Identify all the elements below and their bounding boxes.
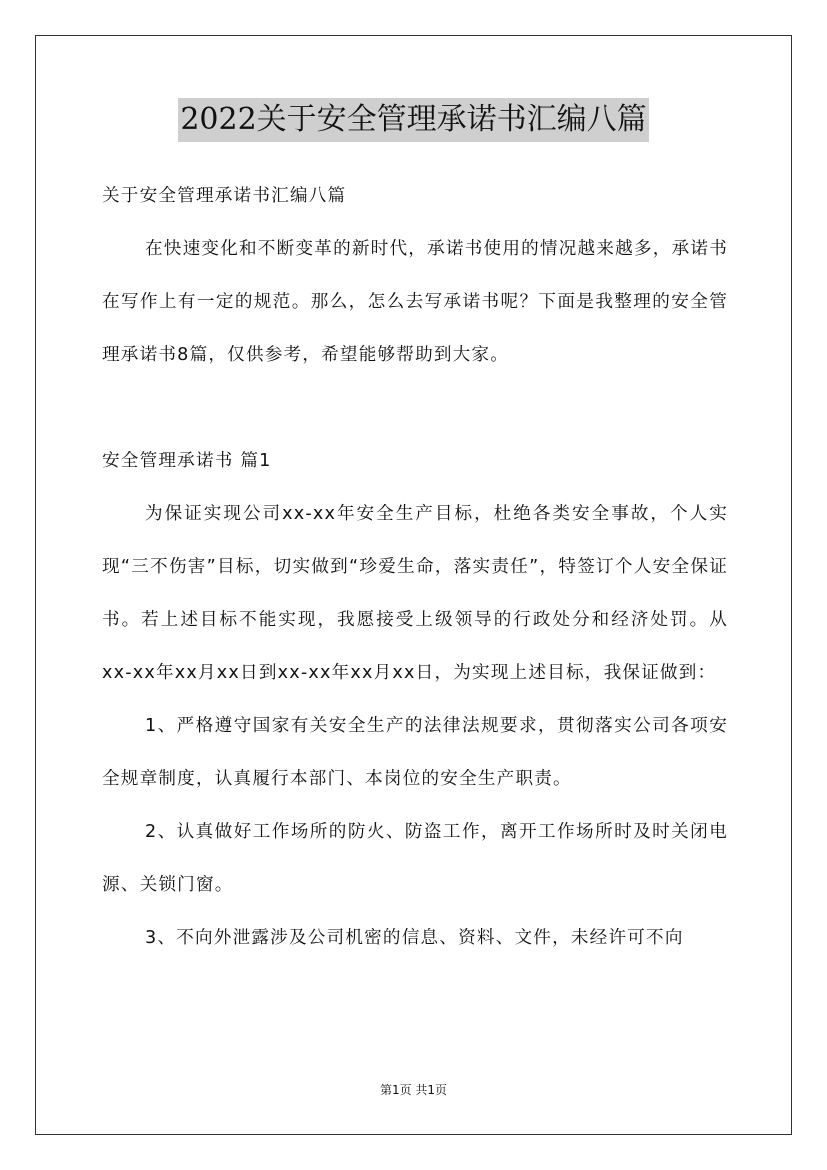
document-subtitle: 关于安全管理承诺书汇编八篇 bbox=[102, 186, 347, 206]
list-item: 3、不向外泄露涉及公司机密的信息、资料、文件，未经许可不向 bbox=[145, 928, 684, 948]
list-item: 1、严格遵守国家有关安全生产的法律法规要求，贯彻落实公司各项安全规章制度，认真履行本部门、本岗位的安全生产职责。 bbox=[102, 716, 728, 789]
title-container bbox=[0, 98, 827, 142]
section-heading: 安全管理承诺书 篇1 bbox=[102, 451, 272, 471]
page-footer: 第1页 共1页 bbox=[379, 1083, 448, 1097]
document-title: 2022关于安全管理承诺书汇编八篇 bbox=[178, 98, 648, 142]
document-body bbox=[102, 170, 728, 965]
list-item: 2、认真做好工作场所的防火、防盗工作，离开工作场所时及时关闭电源、关锁门窗。 bbox=[102, 822, 728, 895]
section-intro-paragraph: 为保证实现公司xx-xx年安全生产目标，杜绝各类安全事故，个人实现“三不伤害”目标，切实做到“珍爱生命，落实责任”，特签订个人安全保证书。若上述目标不能实现，我愿接受上级领导的行政处分和经济处罚。从xx-xx年xx月xx日到xx-xx年xx月xx日，为实现上述目标，我保证做到： bbox=[102, 504, 728, 683]
intro-paragraph: 在快速变化和不断变革的新时代，承诺书使用的情况越来越多，承诺书在写作上有一定的规范。那么，怎么去写承诺书呢？下面是我整理的安全管理承诺书8篇，仅供参考，希望能够帮助到大家。 bbox=[102, 239, 728, 365]
paragraph-spacer bbox=[102, 382, 728, 435]
